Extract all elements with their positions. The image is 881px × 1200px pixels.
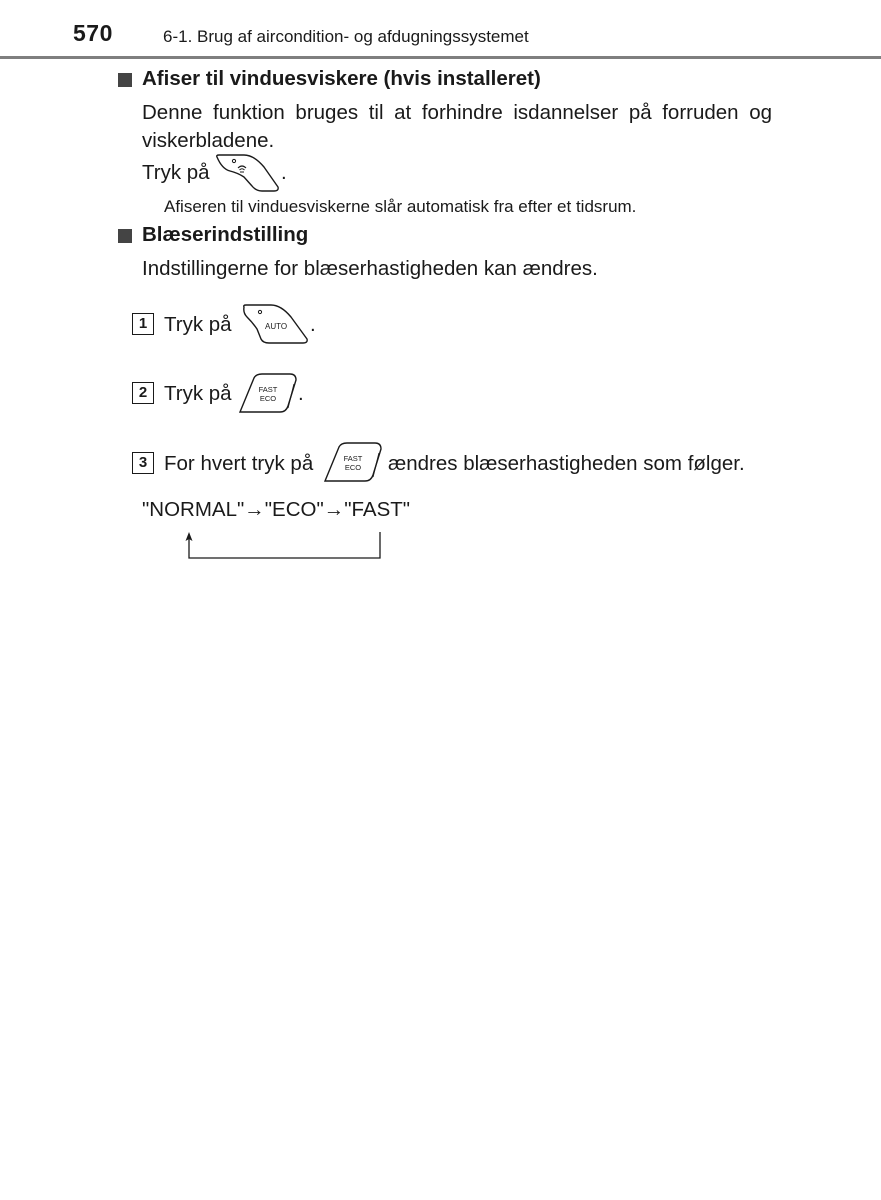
step-suffix: . [310,313,316,336]
wiper-deicer-description: Denne funktion bruges til at forhindre isdannelser på forruden og viskerbladene. [142,101,772,152]
header-divider [0,56,881,59]
fan-speed-cycle [142,498,410,522]
cycle-arrow: → [323,498,345,521]
wiper-deicer-heading: Afiser til vinduesviskere (hvis installeret) [142,67,541,90]
wiper-deicer-note: Afiseren til vinduesviskerne slår automatisk fra efter et tidsrum. [164,197,637,216]
step-text: Tryk på [164,382,232,405]
fast-label: FAST [343,454,363,463]
cycle-arrow: → [244,498,265,521]
step-number: 1 [132,313,154,335]
step-text: For hvert tryk på [164,452,314,475]
cycle-mode-fast: "FAST" [344,498,411,521]
cycle-return-arrow [180,530,390,567]
wiper-press-suffix: . [281,161,287,184]
cycle-mode-eco: "ECO" [264,498,324,521]
fast-eco-button-icon [238,372,300,414]
step-suffix: . [298,382,304,405]
section-title: 6-1. Brug af aircondition- og afdugningssystemet [163,27,529,46]
fan-setting-description: Indstillingerne for blæserhastigheden kan ændres. [142,257,598,280]
step-suffix: ændres blæserhastigheden som følger. [388,452,745,475]
section-bullet-icon [118,229,132,243]
page-number: 570 [73,20,113,46]
step-text: Tryk på [164,313,232,336]
step-number: 3 [132,452,154,474]
wiper-press-prefix: Tryk på [142,161,210,184]
fan-setting-heading: Blæserindstilling [142,223,309,246]
fast-eco-button-icon [323,441,385,483]
fast-label: FAST [258,385,278,394]
section-bullet-icon [118,73,132,87]
eco-label: ECO [344,463,362,472]
eco-label: ECO [259,394,277,403]
auto-button-icon [241,303,311,345]
step-number: 2 [132,382,154,404]
auto-button-label: AUTO [265,322,288,331]
wiper-deicer-button-icon [214,153,282,195]
cycle-mode-normal: "NORMAL" [142,498,245,521]
